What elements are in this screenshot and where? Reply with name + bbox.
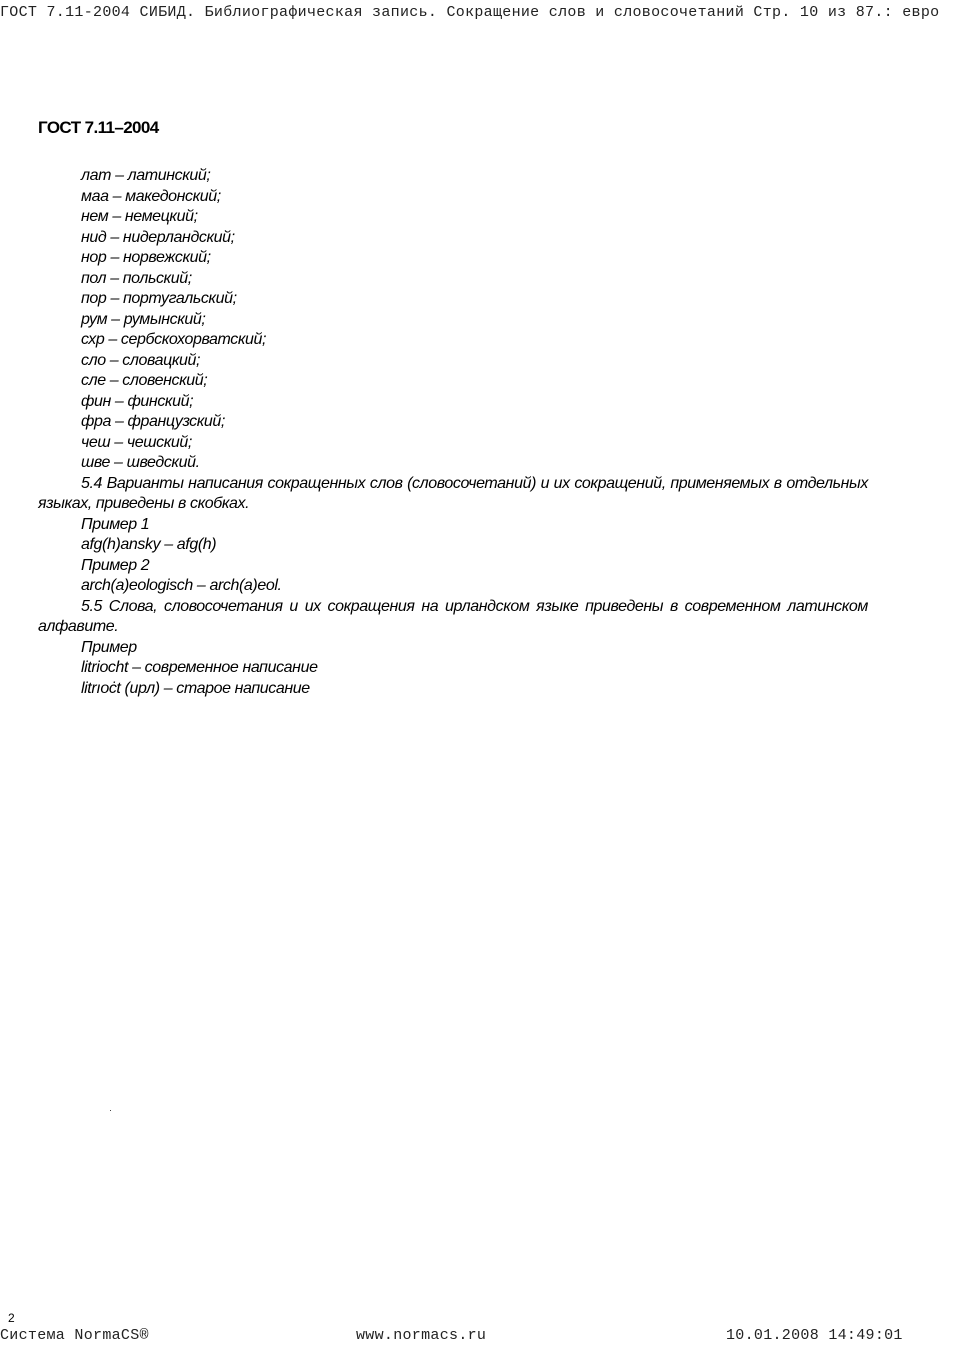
footer-system-name: Система NormaCS® xyxy=(0,1327,149,1344)
example-3-modern: litriocht – современное написание xyxy=(81,659,318,676)
list-item: маа – македонский; xyxy=(81,187,221,205)
list-item: пол – польский; xyxy=(81,269,192,287)
list-item: сле – словенский; xyxy=(81,372,208,389)
example-2-label: Пример 2 xyxy=(81,556,150,574)
list-item: рум – румынский; xyxy=(81,310,206,328)
document-body xyxy=(38,166,868,699)
list-item: шве – шведский. xyxy=(81,454,200,471)
example-2-text: arch(a)eologisch – arch(a)eol. xyxy=(81,577,282,594)
footer-website-link[interactable]: www.normacs.ru xyxy=(356,1327,487,1344)
list-item: нем – немецкий; xyxy=(81,208,198,225)
example-1-label: Пример 1 xyxy=(81,515,150,533)
paragraph-5-5: 5.5 Слова, словосочетания и их сокращения на ирландском языке приведены в современном латинском алфавите. xyxy=(38,597,868,635)
example-3-old: litrıoċt (ирл) – старое написание xyxy=(81,679,310,697)
page-number: 2 xyxy=(8,1311,15,1325)
page-header: ГОСТ 7.11-2004 СИБИД. Библиографическая запись. Сокращение слов и словосочетаний Стр. 10 из 87.: евро xyxy=(0,4,940,21)
document-title: ГОСТ 7.11–2004 xyxy=(38,118,159,137)
list-item: чеш – чешский; xyxy=(81,433,192,451)
list-item: нид – нидерландский; xyxy=(81,228,235,246)
list-item: лат – латинский; xyxy=(81,167,211,184)
footer-timestamp: 10.01.2008 14:49:01 xyxy=(726,1327,903,1344)
example-3-label: Пример xyxy=(81,638,137,656)
list-item: фра – французский; xyxy=(81,413,225,430)
paragraph-5-4: 5.4 Варианты написания сокращенных слов (словосочетаний) и их сокращений, применяемых в отдельных языках, приведены в скобках. xyxy=(38,474,868,512)
list-item: сло – словацкий; xyxy=(81,351,201,369)
scan-dot xyxy=(110,1110,111,1111)
example-1-text: afg(h)ansky – afg(h) xyxy=(81,536,217,553)
list-item: схр – сербскохорватский; xyxy=(81,331,267,348)
list-item: фин – финский; xyxy=(81,392,194,410)
list-item: пор – португальский; xyxy=(81,290,237,307)
list-item: нор – норвежский; xyxy=(81,249,211,266)
